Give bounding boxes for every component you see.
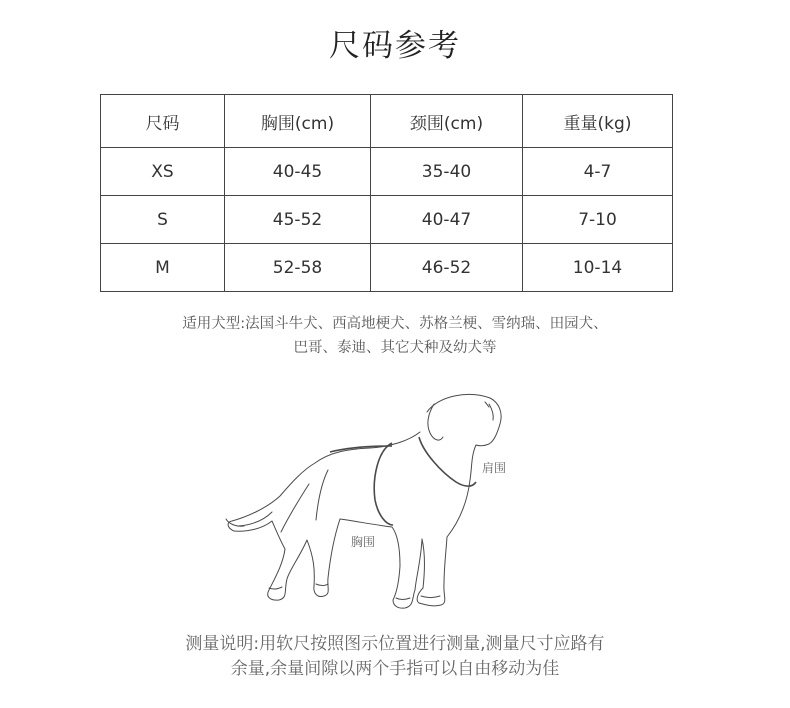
header-size: 尺码 <box>101 95 225 148</box>
cell-weight: 4-7 <box>523 148 673 196</box>
cell-neck: 35-40 <box>371 148 523 196</box>
note-line-2: 余量,余量间隙以两个手指可以自由移动为佳 <box>230 659 560 679</box>
cell-size: M <box>101 244 225 292</box>
chest-label: 胸围 <box>351 535 376 549</box>
header-neck: 颈围(cm) <box>371 95 523 148</box>
breeds-line-2: 巴哥、泰迪、其它犬种及幼犬等 <box>293 340 497 356</box>
table-row <box>101 196 673 244</box>
cell-chest: 40-45 <box>225 148 371 196</box>
header-chest: 胸围(cm) <box>225 95 371 148</box>
header-weight: 重量(kg) <box>523 95 673 148</box>
cell-weight: 7-10 <box>523 196 673 244</box>
neck-label: 肩围 <box>482 461 507 475</box>
table-row <box>101 148 673 196</box>
applicable-breeds <box>0 312 790 360</box>
cell-size: XS <box>101 148 225 196</box>
table-header-row <box>101 95 673 148</box>
neck-measurement-loop <box>419 437 476 486</box>
cell-size: S <box>101 196 225 244</box>
table-row <box>101 244 673 292</box>
cell-chest: 52-58 <box>225 244 371 292</box>
cell-chest: 45-52 <box>225 196 371 244</box>
dog-outline-illustration <box>226 394 501 608</box>
breeds-line-1: 适用犬型:法国斗牛犬、西高地梗犬、苏格兰梗、雪纳瑞、田园犬、 <box>182 316 608 332</box>
page-title: 尺码参考 <box>329 28 461 64</box>
size-chart-table <box>100 94 673 292</box>
dog-measurement-diagram <box>210 385 540 615</box>
measurement-note <box>0 632 790 682</box>
chest-measurement-loop <box>374 443 393 525</box>
cell-weight: 10-14 <box>523 244 673 292</box>
cell-neck: 40-47 <box>371 196 523 244</box>
measurement-lines <box>330 437 476 525</box>
note-line-1: 测量说明:用软尺按照图示位置进行测量,测量尺寸应路有 <box>185 634 605 654</box>
cell-neck: 46-52 <box>371 244 523 292</box>
